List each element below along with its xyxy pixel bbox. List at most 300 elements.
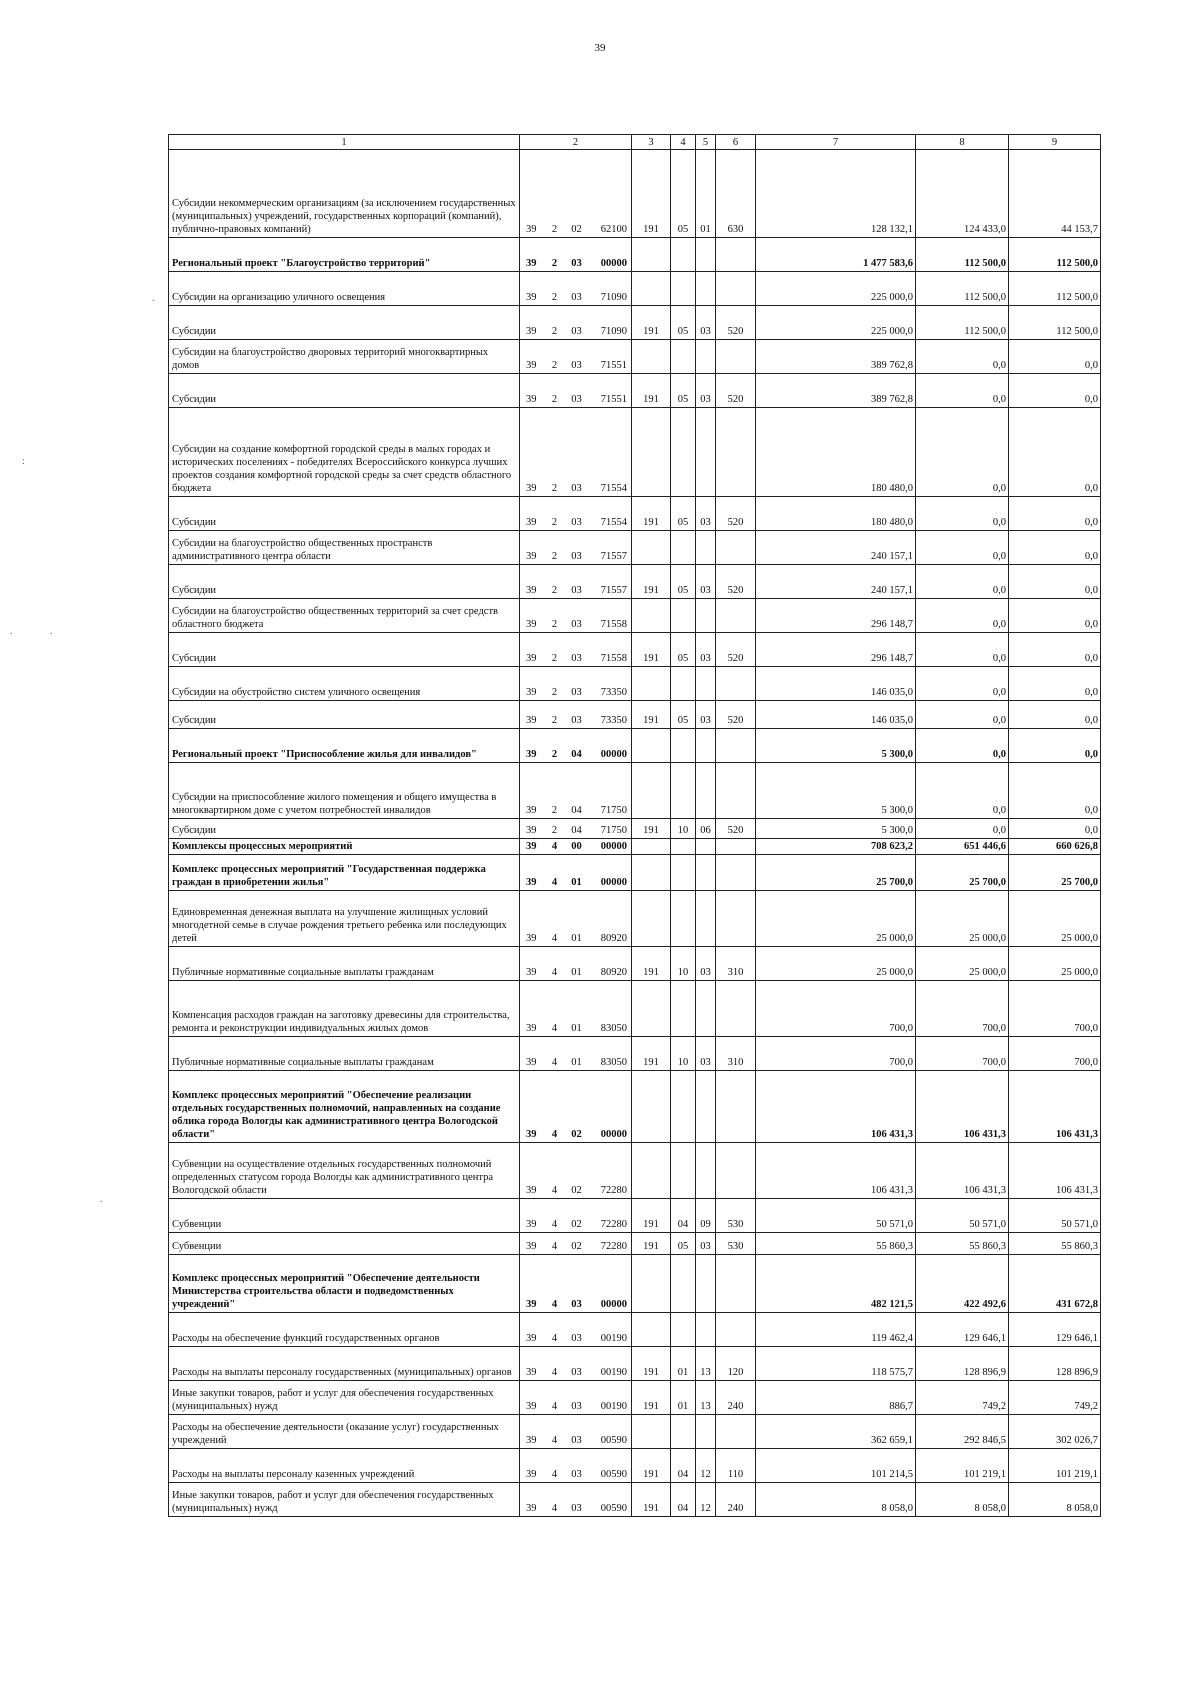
amount-col-7: 8 058,0 <box>756 1483 916 1517</box>
scan-mark: . <box>100 1194 103 1205</box>
code-type: 4 <box>547 1313 563 1347</box>
code-type: 2 <box>547 150 563 238</box>
table-row <box>169 340 1101 374</box>
row-name: Комплекс процессных мероприятий "Обеспечение деятельности Министерства строительства области и подведомственных учреждений" <box>169 1255 520 1313</box>
code-program: 39 <box>520 150 547 238</box>
header-col-4: 4 <box>671 135 696 150</box>
amount-col-8: 0,0 <box>916 667 1009 701</box>
amount-col-9: 25 000,0 <box>1009 947 1101 981</box>
code-program: 39 <box>520 981 547 1037</box>
code-section <box>671 855 696 891</box>
row-name: Субсидии на обустройство систем уличного освещения <box>169 667 520 701</box>
amount-col-8: 106 431,3 <box>916 1143 1009 1199</box>
row-name: Субсидии на создание комфортной городской среды в малых городах и исторических поселениях - победителях Всероссийского конкурса лучших проектов создания комфортной городской среды за счет средств областного бюджета <box>169 408 520 497</box>
code-ministry: 191 <box>632 565 671 599</box>
table-row <box>169 565 1101 599</box>
row-name: Расходы на обеспечение деятельности (оказание услуг) государственных учреждений <box>169 1415 520 1449</box>
table-row <box>169 1415 1101 1449</box>
amount-col-9: 8 058,0 <box>1009 1483 1101 1517</box>
code-program: 39 <box>520 306 547 340</box>
amount-col-8: 0,0 <box>916 374 1009 408</box>
code-subsection: 01 <box>696 150 716 238</box>
amount-col-9: 106 431,3 <box>1009 1071 1101 1143</box>
code-type: 4 <box>547 891 563 947</box>
amount-col-8: 8 058,0 <box>916 1483 1009 1517</box>
row-name: Субсидии <box>169 306 520 340</box>
row-name: Расходы на выплаты персоналу государственных (муниципальных) органов <box>169 1347 520 1381</box>
row-name: Региональный проект "Приспособление жилья для инвалидов" <box>169 729 520 763</box>
amount-col-8: 0,0 <box>916 408 1009 497</box>
table-row <box>169 306 1101 340</box>
code-expense-type: 520 <box>716 633 756 667</box>
code-expense-type <box>716 531 756 565</box>
code-expense-type <box>716 408 756 497</box>
amount-col-9: 0,0 <box>1009 763 1101 819</box>
code-section: 10 <box>671 947 696 981</box>
code-type: 4 <box>547 1415 563 1449</box>
amount-col-7: 240 157,1 <box>756 531 916 565</box>
amount-col-9: 0,0 <box>1009 701 1101 729</box>
code-expense-type: 520 <box>716 306 756 340</box>
row-name: Субсидии <box>169 633 520 667</box>
code-expense-type <box>716 599 756 633</box>
code-subsection: 12 <box>696 1449 716 1483</box>
code-ministry: 191 <box>632 497 671 531</box>
code-direction: 83050 <box>591 981 632 1037</box>
code-direction: 00000 <box>591 855 632 891</box>
code-expense-type: 530 <box>716 1199 756 1233</box>
amount-col-7: 482 121,5 <box>756 1255 916 1313</box>
code-subsection: 03 <box>696 1233 716 1255</box>
code-program: 39 <box>520 1483 547 1517</box>
row-name: Субсидии <box>169 497 520 531</box>
code-subprogram: 03 <box>563 1415 591 1449</box>
code-section <box>671 1143 696 1199</box>
header-col-9: 9 <box>1009 135 1101 150</box>
amount-col-8: 700,0 <box>916 981 1009 1037</box>
code-direction: 00000 <box>591 729 632 763</box>
amount-col-8: 128 896,9 <box>916 1347 1009 1381</box>
code-subsection: 09 <box>696 1199 716 1233</box>
code-section <box>671 599 696 633</box>
amount-col-9: 25 700,0 <box>1009 855 1101 891</box>
table-row <box>169 272 1101 306</box>
code-program: 39 <box>520 497 547 531</box>
code-expense-type: 520 <box>716 374 756 408</box>
code-subsection: 12 <box>696 1483 716 1517</box>
table-row <box>169 1313 1101 1347</box>
code-program: 39 <box>520 1143 547 1199</box>
code-ministry <box>632 1071 671 1143</box>
code-direction: 80920 <box>591 947 632 981</box>
code-program: 39 <box>520 238 547 272</box>
code-ministry <box>632 839 671 855</box>
amount-col-8: 0,0 <box>916 763 1009 819</box>
code-type: 4 <box>547 1483 563 1517</box>
amount-col-7: 180 480,0 <box>756 497 916 531</box>
amount-col-7: 5 300,0 <box>756 763 916 819</box>
amount-col-8: 651 446,6 <box>916 839 1009 855</box>
code-type: 4 <box>547 1381 563 1415</box>
code-subsection <box>696 1255 716 1313</box>
amount-col-9: 101 219,1 <box>1009 1449 1101 1483</box>
code-type: 4 <box>547 947 563 981</box>
code-type: 4 <box>547 1199 563 1233</box>
table-body <box>169 150 1101 1517</box>
code-program: 39 <box>520 729 547 763</box>
code-program: 39 <box>520 272 547 306</box>
code-subprogram: 03 <box>563 497 591 531</box>
code-expense-type: 310 <box>716 947 756 981</box>
code-program: 39 <box>520 819 547 839</box>
code-subsection <box>696 839 716 855</box>
code-expense-type <box>716 1313 756 1347</box>
amount-col-7: 708 623,2 <box>756 839 916 855</box>
code-subsection: 13 <box>696 1381 716 1415</box>
amount-col-9: 302 026,7 <box>1009 1415 1101 1449</box>
code-subsection: 13 <box>696 1347 716 1381</box>
code-ministry: 191 <box>632 947 671 981</box>
code-program: 39 <box>520 1255 547 1313</box>
code-subsection: 03 <box>696 633 716 667</box>
budget-table <box>168 134 1101 1517</box>
code-subprogram: 03 <box>563 408 591 497</box>
amount-col-9: 112 500,0 <box>1009 238 1101 272</box>
code-ministry: 191 <box>632 1347 671 1381</box>
code-direction: 00000 <box>591 238 632 272</box>
amount-col-9: 0,0 <box>1009 819 1101 839</box>
code-program: 39 <box>520 374 547 408</box>
code-expense-type: 240 <box>716 1483 756 1517</box>
code-program: 39 <box>520 633 547 667</box>
code-program: 39 <box>520 1381 547 1415</box>
amount-col-8: 0,0 <box>916 819 1009 839</box>
code-ministry <box>632 272 671 306</box>
table-row <box>169 763 1101 819</box>
code-section: 04 <box>671 1449 696 1483</box>
code-section <box>671 1415 696 1449</box>
code-expense-type <box>716 1415 756 1449</box>
amount-col-9: 0,0 <box>1009 633 1101 667</box>
row-name: Расходы на обеспечение функций государственных органов <box>169 1313 520 1347</box>
table-row <box>169 1381 1101 1415</box>
table-row <box>169 855 1101 891</box>
code-expense-type <box>716 1255 756 1313</box>
row-name: Комплекс процессных мероприятий "Обеспечение реализации отдельных государственных полномочий, направленных на создание облика города Вологды как административного центра Вологодской области" <box>169 1071 520 1143</box>
code-subsection: 03 <box>696 701 716 729</box>
code-direction: 72280 <box>591 1199 632 1233</box>
code-ministry <box>632 1143 671 1199</box>
code-expense-type: 520 <box>716 819 756 839</box>
row-name: Расходы на выплаты персоналу казенных учреждений <box>169 1449 520 1483</box>
scan-mark: . <box>152 293 155 304</box>
code-subprogram: 03 <box>563 1347 591 1381</box>
code-direction: 71551 <box>591 374 632 408</box>
amount-col-8: 112 500,0 <box>916 306 1009 340</box>
code-subsection <box>696 1071 716 1143</box>
code-subsection: 03 <box>696 374 716 408</box>
amount-col-7: 389 762,8 <box>756 340 916 374</box>
table-row <box>169 150 1101 238</box>
code-section <box>671 531 696 565</box>
code-expense-type: 630 <box>716 150 756 238</box>
code-type: 2 <box>547 599 563 633</box>
amount-col-8: 0,0 <box>916 701 1009 729</box>
code-type: 2 <box>547 340 563 374</box>
amount-col-7: 50 571,0 <box>756 1199 916 1233</box>
code-subprogram: 03 <box>563 272 591 306</box>
amount-col-7: 25 000,0 <box>756 891 916 947</box>
table-row <box>169 497 1101 531</box>
table-row <box>169 1483 1101 1517</box>
code-program: 39 <box>520 1199 547 1233</box>
code-subprogram: 02 <box>563 1233 591 1255</box>
code-direction: 71558 <box>591 599 632 633</box>
amount-col-9: 700,0 <box>1009 981 1101 1037</box>
code-section: 05 <box>671 633 696 667</box>
code-ministry: 191 <box>632 1199 671 1233</box>
code-ministry <box>632 1415 671 1449</box>
row-name: Публичные нормативные социальные выплаты гражданам <box>169 1037 520 1071</box>
amount-col-8: 0,0 <box>916 599 1009 633</box>
amount-col-9: 660 626,8 <box>1009 839 1101 855</box>
code-expense-type <box>716 1143 756 1199</box>
table-row <box>169 633 1101 667</box>
code-expense-type <box>716 839 756 855</box>
table-row <box>169 1037 1101 1071</box>
table-row <box>169 408 1101 497</box>
code-program: 39 <box>520 947 547 981</box>
table-row <box>169 531 1101 565</box>
code-expense-type <box>716 855 756 891</box>
code-ministry: 191 <box>632 701 671 729</box>
amount-col-8: 129 646,1 <box>916 1313 1009 1347</box>
code-program: 39 <box>520 1347 547 1381</box>
amount-col-7: 240 157,1 <box>756 565 916 599</box>
table-row <box>169 1233 1101 1255</box>
row-name: Субсидии на благоустройство общественных пространств административного центра области <box>169 531 520 565</box>
code-subsection: 03 <box>696 565 716 599</box>
table-row <box>169 839 1101 855</box>
code-type: 2 <box>547 374 563 408</box>
code-subprogram: 04 <box>563 729 591 763</box>
code-section: 10 <box>671 819 696 839</box>
code-section: 05 <box>671 497 696 531</box>
code-section: 04 <box>671 1199 696 1233</box>
amount-col-9: 50 571,0 <box>1009 1199 1101 1233</box>
amount-col-7: 25 700,0 <box>756 855 916 891</box>
code-subsection <box>696 599 716 633</box>
code-subprogram: 03 <box>563 1313 591 1347</box>
code-direction: 71090 <box>591 272 632 306</box>
code-section <box>671 1313 696 1347</box>
amount-col-9: 0,0 <box>1009 408 1101 497</box>
amount-col-9: 128 896,9 <box>1009 1347 1101 1381</box>
code-ministry: 191 <box>632 1381 671 1415</box>
code-program: 39 <box>520 599 547 633</box>
code-expense-type: 520 <box>716 565 756 599</box>
row-name: Региональный проект "Благоустройство территорий" <box>169 238 520 272</box>
code-subprogram: 03 <box>563 340 591 374</box>
row-name: Иные закупки товаров, работ и услуг для обеспечения государственных (муниципальных) нужд <box>169 1381 520 1415</box>
page-number: 39 <box>594 42 606 54</box>
code-ministry: 191 <box>632 633 671 667</box>
row-name: Публичные нормативные социальные выплаты гражданам <box>169 947 520 981</box>
row-name: Субсидии на организацию уличного освещения <box>169 272 520 306</box>
amount-col-9: 431 672,8 <box>1009 1255 1101 1313</box>
code-type: 2 <box>547 272 563 306</box>
code-expense-type <box>716 763 756 819</box>
code-subprogram: 01 <box>563 1037 591 1071</box>
table-row <box>169 667 1101 701</box>
code-subsection <box>696 981 716 1037</box>
code-subsection <box>696 891 716 947</box>
code-section: 05 <box>671 701 696 729</box>
amount-col-8: 422 492,6 <box>916 1255 1009 1313</box>
code-section <box>671 667 696 701</box>
code-section: 10 <box>671 1037 696 1071</box>
code-type: 2 <box>547 306 563 340</box>
code-subprogram: 01 <box>563 947 591 981</box>
code-program: 39 <box>520 340 547 374</box>
code-ministry <box>632 531 671 565</box>
code-direction: 00590 <box>591 1415 632 1449</box>
amount-col-8: 0,0 <box>916 633 1009 667</box>
row-name: Иные закупки товаров, работ и услуг для обеспечения государственных (муниципальных) нужд <box>169 1483 520 1517</box>
code-direction: 72280 <box>591 1233 632 1255</box>
code-expense-type: 310 <box>716 1037 756 1071</box>
code-type: 4 <box>547 981 563 1037</box>
row-name: Субсидии <box>169 374 520 408</box>
amount-col-9: 0,0 <box>1009 374 1101 408</box>
code-subsection <box>696 763 716 819</box>
code-subprogram: 03 <box>563 374 591 408</box>
code-type: 4 <box>547 1255 563 1313</box>
code-program: 39 <box>520 408 547 497</box>
row-name: Субвенции <box>169 1233 520 1255</box>
row-name: Субсидии на благоустройство общественных территорий за счет средств областного бюджета <box>169 599 520 633</box>
header-row <box>169 135 1101 150</box>
code-direction: 71557 <box>591 531 632 565</box>
code-subsection <box>696 272 716 306</box>
amount-col-8: 112 500,0 <box>916 272 1009 306</box>
code-section: 05 <box>671 565 696 599</box>
code-direction: 83050 <box>591 1037 632 1071</box>
amount-col-9: 700,0 <box>1009 1037 1101 1071</box>
code-subprogram: 03 <box>563 701 591 729</box>
amount-col-8: 55 860,3 <box>916 1233 1009 1255</box>
code-subsection: 03 <box>696 306 716 340</box>
code-subsection: 03 <box>696 1037 716 1071</box>
amount-col-8: 0,0 <box>916 729 1009 763</box>
amount-col-9: 0,0 <box>1009 729 1101 763</box>
code-direction: 71554 <box>591 408 632 497</box>
code-subprogram: 03 <box>563 1449 591 1483</box>
table-row <box>169 1449 1101 1483</box>
amount-col-9: 0,0 <box>1009 497 1101 531</box>
amount-col-7: 362 659,1 <box>756 1415 916 1449</box>
code-direction: 71750 <box>591 763 632 819</box>
table-row <box>169 1347 1101 1381</box>
code-expense-type <box>716 272 756 306</box>
code-expense-type <box>716 340 756 374</box>
amount-col-7: 5 300,0 <box>756 819 916 839</box>
code-subsection <box>696 531 716 565</box>
row-name: Комплекс процессных мероприятий "Государственная поддержка граждан в приобретении жилья" <box>169 855 520 891</box>
code-ministry: 191 <box>632 374 671 408</box>
amount-col-7: 101 214,5 <box>756 1449 916 1483</box>
code-direction: 00190 <box>591 1347 632 1381</box>
code-subprogram: 03 <box>563 531 591 565</box>
header-col-1: 1 <box>169 135 520 150</box>
code-section <box>671 763 696 819</box>
amount-col-7: 106 431,3 <box>756 1071 916 1143</box>
row-name: Субвенции <box>169 1199 520 1233</box>
amount-col-9: 25 000,0 <box>1009 891 1101 947</box>
code-subsection <box>696 729 716 763</box>
code-program: 39 <box>520 1449 547 1483</box>
code-type: 2 <box>547 819 563 839</box>
code-subprogram: 00 <box>563 839 591 855</box>
amount-col-7: 225 000,0 <box>756 306 916 340</box>
code-program: 39 <box>520 701 547 729</box>
header-col-3: 3 <box>632 135 671 150</box>
code-program: 39 <box>520 565 547 599</box>
code-direction: 00190 <box>591 1381 632 1415</box>
code-ministry: 191 <box>632 819 671 839</box>
code-subsection <box>696 340 716 374</box>
code-ministry <box>632 1313 671 1347</box>
amount-col-8: 25 000,0 <box>916 891 1009 947</box>
code-type: 2 <box>547 408 563 497</box>
amount-col-9: 0,0 <box>1009 667 1101 701</box>
code-section <box>671 340 696 374</box>
code-subprogram: 01 <box>563 981 591 1037</box>
code-section: 05 <box>671 1233 696 1255</box>
code-ministry: 191 <box>632 306 671 340</box>
code-ministry <box>632 729 671 763</box>
code-section <box>671 1255 696 1313</box>
amount-col-7: 118 575,7 <box>756 1347 916 1381</box>
header-col-7: 7 <box>756 135 916 150</box>
code-section <box>671 891 696 947</box>
code-direction: 71551 <box>591 340 632 374</box>
scan-mark: : <box>22 456 25 467</box>
amount-col-8: 749,2 <box>916 1381 1009 1415</box>
code-subprogram: 03 <box>563 306 591 340</box>
code-subsection <box>696 667 716 701</box>
code-type: 2 <box>547 531 563 565</box>
code-type: 2 <box>547 729 563 763</box>
code-expense-type: 240 <box>716 1381 756 1415</box>
code-direction: 00190 <box>591 1313 632 1347</box>
row-name: Субсидии на приспособление жилого помещения и общего имущества в многоквартирном доме с учетом потребностей инвалидов <box>169 763 520 819</box>
table-row <box>169 599 1101 633</box>
code-subprogram: 03 <box>563 565 591 599</box>
code-section <box>671 1071 696 1143</box>
row-name: Субвенции на осуществление отдельных государственных полномочий определенных статусом города Вологды как административного центра Вологодской области <box>169 1143 520 1199</box>
code-type: 4 <box>547 1347 563 1381</box>
code-subprogram: 03 <box>563 1381 591 1415</box>
code-type: 2 <box>547 565 563 599</box>
table-row <box>169 1199 1101 1233</box>
row-name: Единовременная денежная выплата на улучшение жилищных условий многодетной семье в случае рождения третьего ребенка или последующих детей <box>169 891 520 947</box>
code-direction: 00000 <box>591 1071 632 1143</box>
code-subprogram: 02 <box>563 1071 591 1143</box>
code-section: 01 <box>671 1347 696 1381</box>
row-name: Субсидии некоммерческим организациям (за исключением государственных (муниципальных) учреждений, государственных корпораций (компаний), публично-правовых компаний) <box>169 150 520 238</box>
code-subsection: 06 <box>696 819 716 839</box>
